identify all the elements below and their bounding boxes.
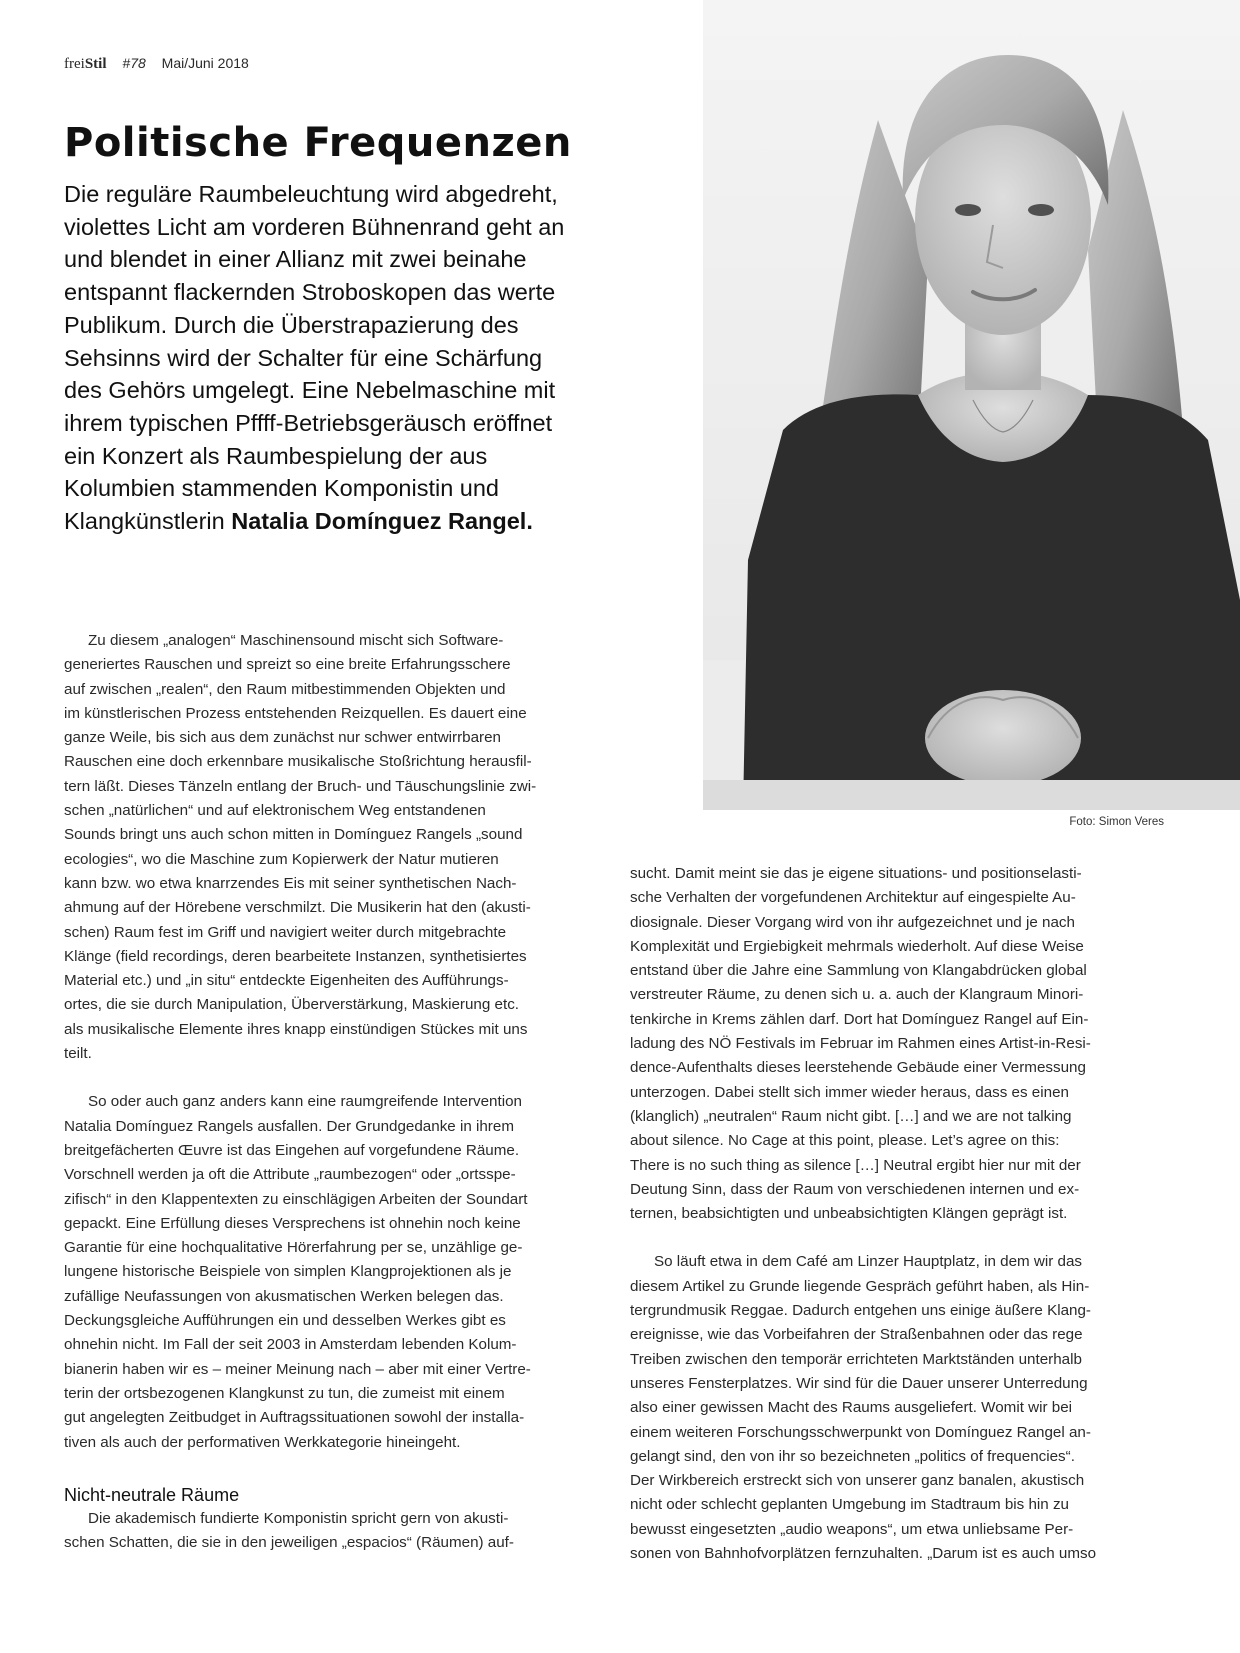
lead-line: ihrem typischen Pffff-Betriebsgeräusch eröffnet <box>64 409 553 436</box>
text-line: Komplexität und Ergiebigkeit mehrmals wiederholt. Auf diese Weise <box>630 937 1084 955</box>
text-line: Der Wirkbereich erstreckt sich von unserer ganz banalen, akustisch <box>630 1472 1085 1490</box>
text-line: (klanglich) „neutralen“ Raum nicht gibt. […] and we are not talking <box>630 1107 1072 1125</box>
paragraph-gap <box>630 1226 1156 1250</box>
portrait-photo <box>703 0 1240 810</box>
text-line: about silence. No Cage at this point, please. Let’s agree on this: <box>630 1132 1060 1150</box>
issue-number: #78 <box>122 55 146 71</box>
lead-line: violettes Licht am vorderen Bühnenrand geht an <box>64 213 565 240</box>
text-line: Klänge (field recordings, deren bearbeitete Instanzen, synthetisiertes <box>64 947 527 965</box>
text-line: im künstlerischen Prozess entstehenden Reizquellen. Es dauert eine <box>64 704 527 722</box>
text-line: teilt. <box>64 1045 92 1063</box>
text-line: bewusst eingesetzten „audio weapons“, um etwa unliebsame Per- <box>630 1520 1074 1538</box>
issue-date: Mai/Juni 2018 <box>161 55 249 71</box>
text-line: tern läßt. Dieses Tänzeln entlang der Bruch- und Täuschungslinie zwi- <box>64 777 537 795</box>
lead-line: Publikum. Durch die Überstrapazierung des <box>64 311 519 338</box>
text-line: Natalia Domínguez Rangels ausfallen. Der Grundgedanke in ihrem <box>64 1117 514 1135</box>
text-line: zufällige Neufassungen von akusmatischen Werken belegen das. <box>64 1287 504 1305</box>
text-line: schen) Raum fest im Griff und navigiert weiter durch mitgebrachte <box>64 923 507 941</box>
text-line: verstreuter Räume, zu denen sich u. a. auch der Klangraum Minori- <box>630 986 1084 1004</box>
text-line: ereignisse, wie das Vorbeifahren der Straßenbahnen oder das rege <box>630 1326 1083 1344</box>
text-line: schen „natürlichen“ und auf elektronischem Weg entstandenen <box>64 802 486 820</box>
text-line: Die akademisch fundierte Komponistin spricht gern von akusti- <box>88 1509 509 1527</box>
text-line: kann bzw. wo etwa knarrzendes Eis mit seiner synthetischen Nach- <box>64 874 517 892</box>
text-line: ahmung auf der Hörebene verschmilzt. Die Musikerin hat den (akusti- <box>64 899 531 917</box>
magazine-header <box>64 55 249 73</box>
text-line: Sounds bringt uns auch schon mitten in Domínguez Rangels „sound <box>64 826 523 844</box>
text-line: Deckungsgleiche Aufführungen ein und desselben Werkes gibt es <box>64 1312 506 1330</box>
text-line: Material etc.) und „in situ“ entdeckte Eigenheiten des Aufführungs- <box>64 972 509 990</box>
text-line: tiven als auch der performativen Werkkategorie hineingeht. <box>64 1433 461 1451</box>
text-line: bianerin haben wir es – meiner Meinung nach – aber mit einer Vertre- <box>64 1360 531 1378</box>
text-line: gut angelegten Zeitbudget in Auftragssituationen sowohl der installa- <box>64 1409 525 1427</box>
text-line: also einer gewissen Macht des Raums ausgeliefert. Womit wir bei <box>630 1399 1073 1417</box>
left-column <box>64 629 590 1555</box>
text-line: sche Verhalten der vorgefundenen Architektur auf eingespielte Au- <box>630 889 1076 907</box>
magazine-name: freiStil <box>64 56 107 72</box>
text-line: tergrundmusik Reggae. Dadurch entgehen uns einige äußere Klang- <box>630 1302 1091 1320</box>
text-line: lungene historische Beispiele von simplen Klangprojektionen als je <box>64 1263 512 1281</box>
text-line: generiertes Rauschen und spreizt so eine breite Erfahrungsschere <box>64 656 511 674</box>
text-line: sucht. Damit meint sie das je eigene situations- und positionselasti- <box>630 865 1082 882</box>
lead-line: Sehsinns wird der Schalter für eine Schärfung <box>64 344 543 371</box>
text-line: terin der ortsbezogenen Klangkunst zu tun, die zumeist mit einem <box>64 1384 505 1402</box>
section-subheading: Nicht-neutrale Räume <box>64 1484 240 1505</box>
artist-name: Natalia Domínguez Rangel. <box>231 508 533 535</box>
article-lead <box>64 178 624 538</box>
lead-line: und blendet in einer Allianz mit zwei beinahe <box>64 246 527 273</box>
text-line: entstand über die Jahre eine Sammlung von Klangabdrücken global <box>630 962 1087 980</box>
portrait-illustration <box>703 0 1240 810</box>
text-line: zifisch“ in den Klappentexten zu einschlägigen Arbeiten der Soundart <box>64 1190 528 1208</box>
text-line: ternen, beabsichtigten und unbeabsichtigten Klängen geprägt ist. <box>630 1205 1068 1223</box>
text-line: gelangt sind, den von ihr so bezeichneten „politics of frequencies“. <box>630 1447 1075 1465</box>
text-line: schen Schatten, die sie in den jeweiligen „espacios“ (Räumen) auf- <box>64 1534 514 1552</box>
lead-line: ein Konzert als Raumbespielung der aus <box>64 442 488 469</box>
lead-line: Kolumbien stammenden Komponistin und <box>64 475 500 502</box>
text-line: einem weiteren Forschungsschwerpunkt von Domínguez Rangel an- <box>630 1423 1091 1441</box>
text-line: tenkirche in Krems zählen darf. Dort hat Domínguez Rangel auf Ein- <box>630 1010 1089 1028</box>
article-title: Politische Frequenzen <box>64 120 572 166</box>
paragraph-gap <box>64 1066 590 1090</box>
lead-line: Die reguläre Raumbeleuchtung wird abgedreht, <box>64 181 558 207</box>
text-line: ganze Weile, bis sich aus dem zunächst nur schwer entwirrbaren <box>64 729 501 747</box>
text-line: unseres Fensterplatzes. Wir sind für die Dauer unserer Unterredung <box>630 1374 1088 1392</box>
text-line: Deutung Sinn, dass der Raum von verschiedenen internen und ex- <box>630 1180 1080 1198</box>
text-line: ohnehin nicht. Im Fall der seit 2003 in Amsterdam lebenden Kolum- <box>64 1336 517 1354</box>
text-line: Rauschen eine doch erkennbare musikalische Stoßrichtung herausfil- <box>64 753 532 771</box>
text-line: nicht oder schlecht geplanten Umgebung im Stadtraum bis hin zu <box>630 1496 1069 1514</box>
lead-line: entspannt flackernden Stroboskopen das werte <box>64 279 556 306</box>
text-line: ecologies“, wo die Maschine zum Kopierwerk der Natur mutieren <box>64 850 499 868</box>
text-line: auf zwischen „realen“, den Raum mitbestimmenden Objekten und <box>64 680 506 698</box>
text-line: Treiben zwischen den temporär errichteten Marktständen unterhalb <box>630 1350 1082 1368</box>
text-line: diosignale. Dieser Vorgang wird von ihr aufgezeichnet und je nach <box>630 913 1075 931</box>
lead-line: des Gehörs umgelegt. Eine Nebelmaschine mit <box>64 377 556 404</box>
text-line: So oder auch ganz anders kann eine raumgreifende Intervention <box>88 1093 522 1111</box>
text-line: gepackt. Eine Erfüllung dieses Versprechens ist ohnehin noch keine <box>64 1214 521 1232</box>
text-line: Vorschnell werden ja oft die Attribute „raumbezogen“ oder „ortsspe- <box>64 1166 516 1184</box>
text-line: unterzogen. Dabei stellt sich immer wieder heraus, dass es einen <box>630 1083 1069 1101</box>
paragraph-gap <box>64 1455 590 1479</box>
text-line: dence-Aufenthalts dieses leerstehende Gebäude einer Vermessung <box>630 1059 1086 1077</box>
lead-line-last: Klangkünstlerin Natalia Domínguez Rangel. <box>64 508 533 535</box>
text-line: sonen von Bahnhofvorplätzen fernzuhalten. „Darum ist es auch umso <box>630 1545 1097 1563</box>
text-line: als musikalische Elemente ihres knapp einstündigen Stückes mit uns <box>64 1020 528 1038</box>
text-line: ortes, die sie durch Manipulation, Überverstärkung, Maskierung etc. <box>64 996 520 1014</box>
text-line: ladung des NÖ Festivals im Februar im Rahmen eines Artist-in-Resi- <box>630 1035 1091 1053</box>
text-line: Zu diesem „analogen“ Maschinensound mischt sich Software- <box>88 632 504 649</box>
text-line: Garantie für eine hochqualitative Hörerfahrung per se, unzählige ge- <box>64 1239 523 1257</box>
right-column <box>630 862 1156 1566</box>
photo-caption: Foto: Simon Veres <box>1069 816 1164 828</box>
text-line: diesem Artikel zu Grunde liegende Gespräch geführt haben, als Hin- <box>630 1277 1090 1295</box>
text-line: So läuft etwa in dem Café am Linzer Hauptplatz, in dem wir das <box>654 1253 1082 1271</box>
text-line: breitgefächerten Œuvre ist das Eingehen auf vorgefundene Räume. <box>64 1141 520 1159</box>
text-line: There is no such thing as silence […] Neutral ergibt hier nur mit der <box>630 1156 1081 1174</box>
